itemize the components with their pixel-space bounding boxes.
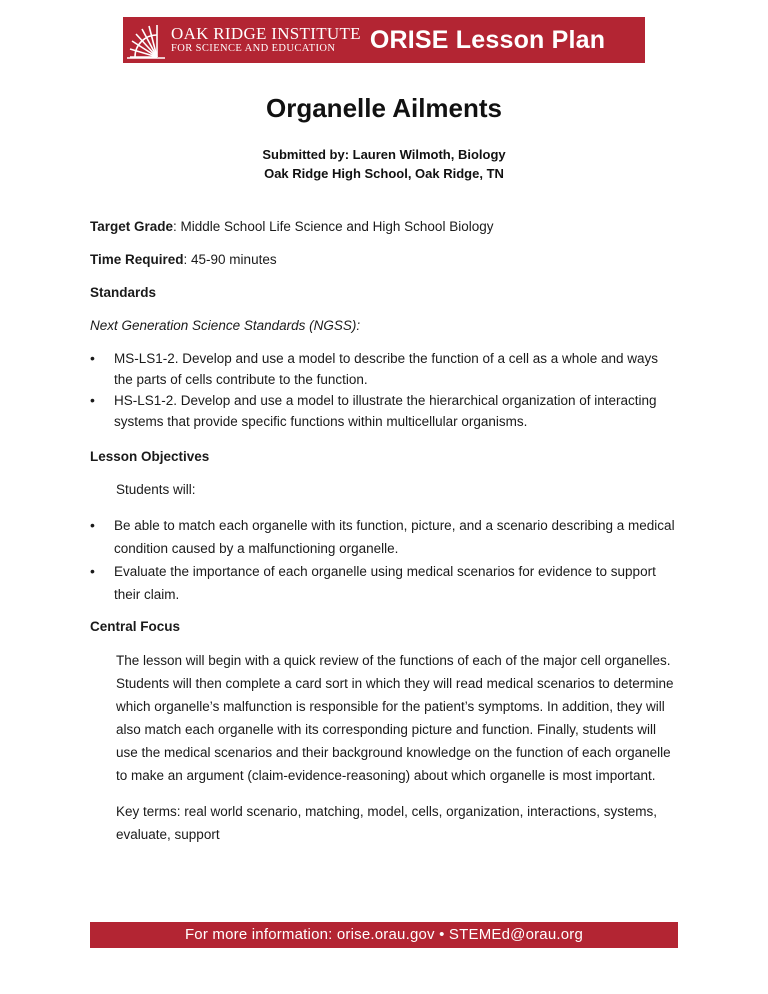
time-required xyxy=(90,249,680,270)
list-item: • HS-LS1-2. Develop and use a model to illustrate the hierarchical organization of interacting systems that provide specific functions within multicellular organisms. xyxy=(90,390,680,432)
orise-banner xyxy=(123,17,645,63)
standards-heading: Standards xyxy=(90,285,157,300)
submitted-by: Submitted by: Lauren Wilmoth, Biology xyxy=(262,147,506,162)
lesson-plan-title: ORISE Lesson Plan xyxy=(369,25,606,54)
objectives-heading: Lesson Objectives xyxy=(90,449,210,464)
list-item: • MS-LS1-2. Develop and use a model to describe the function of a cell as a whole and ways the parts of cells contribute to the function. xyxy=(90,348,680,390)
lesson-content xyxy=(90,216,680,860)
standards-list xyxy=(90,348,680,432)
central-focus-text: The lesson will begin with a quick review of the functions of each of the major cell organelles. Students will then complete a card sort in which they will read medical scenarios to determine which organelle’s malfunction is responsible for the patient’s symptoms. In addition, they will also match each organelle with its corresponding picture and function. Finally, students will use the medical scenarios and their background knowledge on the function of each organelle to make an argument (claim-evidence-reasoning) about which organelle is most important. xyxy=(116,652,674,783)
target-grade xyxy=(90,216,680,237)
target-grade-label: Target Grade xyxy=(90,219,174,234)
list-item: • Be able to match each organelle with its function, picture, and a scenario describing a medical condition caused by a malfunctioning organelle. xyxy=(90,514,680,560)
central-focus-heading: Central Focus xyxy=(90,618,181,634)
key-terms: Key terms: real world scenario, matching, model, cells, organization, interactions, systems, evaluate, support xyxy=(116,804,657,842)
students-will: Students will: xyxy=(116,482,196,497)
ngss-label: Next Generation Science Standards (NGSS): xyxy=(90,318,361,333)
footer-banner: For more information: orise.orau.gov • STEMEd@orau.org xyxy=(90,922,678,948)
time-required-label: Time Required xyxy=(90,252,184,267)
time-required-value: : 45-90 minutes xyxy=(183,252,277,267)
orise-sunburst-logo-icon xyxy=(127,17,167,63)
school-location: Oak Ridge High School, Oak Ridge, TN xyxy=(264,166,504,181)
document-title: Organelle Ailments xyxy=(266,93,502,123)
objectives-list xyxy=(90,514,680,606)
target-grade-value: : Middle School Life Science and High School Biology xyxy=(173,219,494,234)
org-name-line1: OAK RIDGE INSTITUTE xyxy=(171,24,361,44)
org-name-line2: FOR SCIENCE AND EDUCATION xyxy=(171,43,336,55)
org-name xyxy=(171,25,361,55)
list-item: • Evaluate the importance of each organelle using medical scenarios for evidence to support their claim. xyxy=(90,560,680,606)
